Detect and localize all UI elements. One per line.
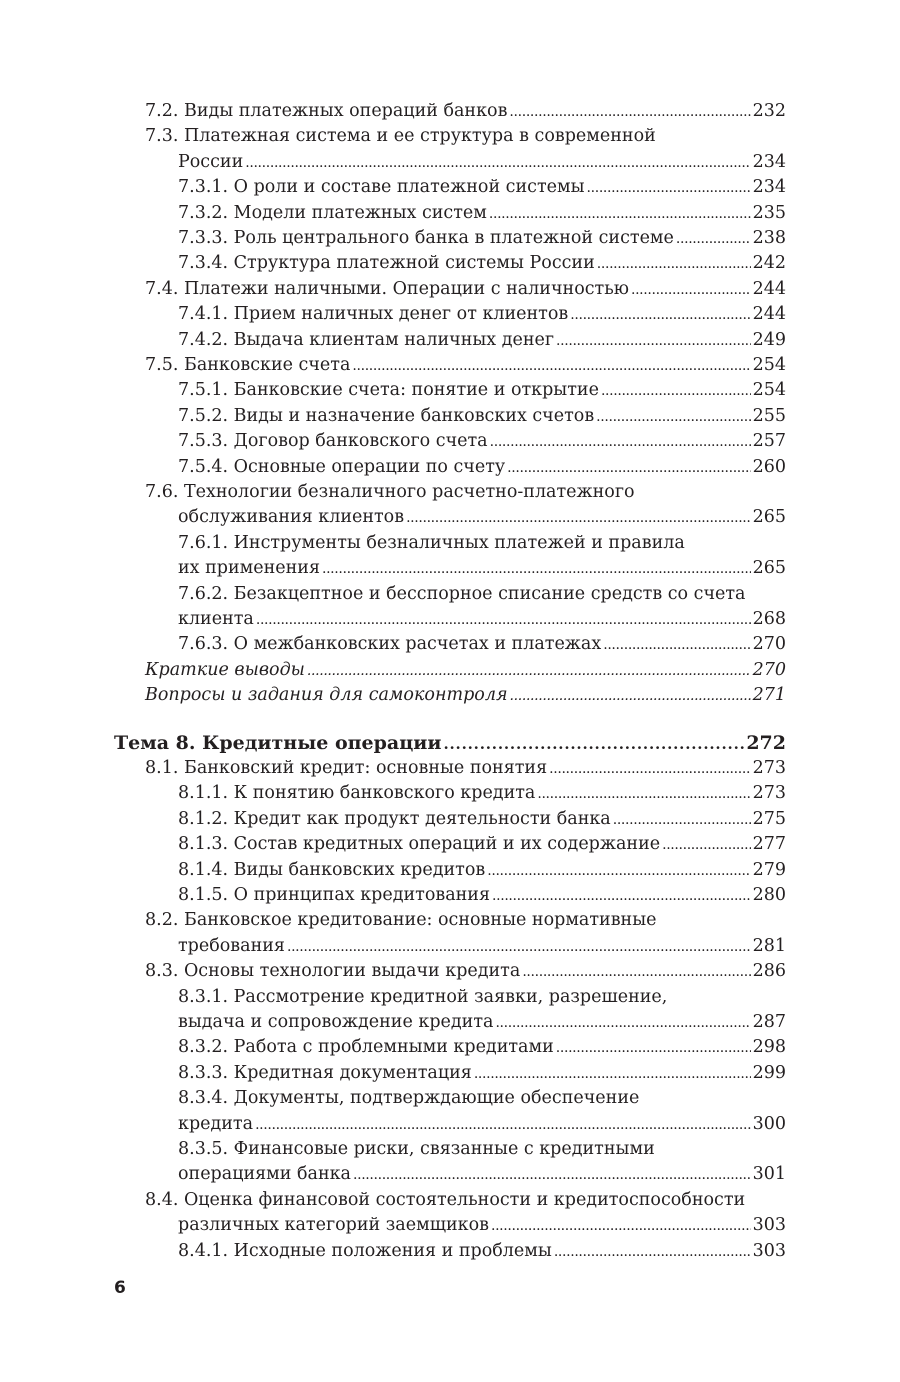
toc-entry-title: различных категорий заемщиков — [178, 1215, 489, 1236]
dot-leader — [522, 958, 750, 985]
toc-entry-title: 7.4.2. Выдача клиентам наличных денег — [178, 329, 555, 350]
dot-leader — [537, 780, 750, 807]
toc-entry-line — [178, 454, 786, 481]
dot-leader — [507, 454, 750, 481]
dot-leader — [613, 806, 751, 833]
toc-entry-title-line1: 7.6. Технологии безналичного расчетно-платежного — [145, 482, 635, 502]
toc-entry-line — [178, 1238, 786, 1265]
dot-leader — [307, 657, 751, 684]
toc-entry-page: 303 — [752, 1240, 786, 1261]
toc-entry-line — [178, 327, 786, 354]
toc-entry-page: 287 — [752, 1011, 786, 1032]
toc-entry-page: 273 — [752, 783, 786, 804]
toc-entry-line — [178, 250, 786, 277]
toc-entry-line — [178, 1212, 786, 1239]
dot-leader — [352, 352, 750, 379]
toc-entry-title: выдача и сопровождение кредита — [178, 1011, 494, 1032]
toc-entry-line — [178, 882, 786, 909]
dot-leader — [603, 631, 750, 658]
toc-entry-line — [178, 857, 786, 884]
toc-entry-page: 232 — [752, 101, 786, 121]
dot-leader — [287, 933, 751, 960]
toc-entry-page: 273 — [752, 758, 786, 778]
dot-leader — [495, 1009, 750, 1036]
toc-entry-title: 8.1.5. О принципах кредитования — [178, 885, 491, 905]
toc-entry-title: 7.2. Виды платежных операций банков — [145, 101, 508, 121]
toc-entry-title: 7.4. Платежи наличными. Операции с наличностью — [145, 278, 629, 299]
dot-leader — [406, 504, 751, 531]
toc-entry-line — [178, 200, 786, 227]
toc-entry-line — [178, 174, 786, 201]
toc-entry-title: клиента — [178, 608, 254, 629]
toc-entry-line — [178, 831, 786, 858]
toc-entry-line — [145, 958, 786, 985]
toc-entry-line — [178, 806, 786, 833]
toc-entry-title: 8.1.4. Виды банковских кредитов — [178, 859, 486, 880]
toc-entry-line — [114, 730, 786, 757]
dot-leader — [587, 174, 751, 201]
toc-entry-line — [178, 428, 786, 455]
toc-entry-line — [178, 1060, 786, 1087]
toc-entry-line — [178, 555, 786, 582]
toc-entry-line — [178, 504, 786, 531]
toc-entry-title-line1: 8.3.5. Финансовые риски, связанные с кредитными — [178, 1139, 655, 1159]
toc-entry-page: 234 — [752, 177, 786, 198]
dot-leader — [474, 1060, 751, 1087]
toc-entry-line — [178, 780, 786, 807]
toc-entry-title: требования — [178, 935, 285, 956]
toc-entry-title: 7.4.1. Прием наличных денег от клиентов — [178, 304, 569, 325]
dot-leader — [256, 606, 751, 633]
toc-entry-page: 271 — [752, 685, 786, 706]
toc-entry-line — [178, 1034, 786, 1061]
toc-entry-title-line1: 7.6.2. Безакцептное и бесспорное списание средств со счета — [178, 583, 746, 604]
toc-entry-line — [145, 682, 786, 709]
toc-entry-title-line1: 8.3.4. Документы, подтверждающие обеспечение — [178, 1088, 640, 1109]
toc-entry-page: 270 — [752, 659, 786, 680]
toc-entry-title: обслуживания клиентов — [178, 507, 405, 528]
toc-entry-page: 260 — [752, 456, 786, 477]
toc-entry-page: 255 — [752, 405, 786, 426]
toc-entry-page: 299 — [752, 1062, 786, 1083]
toc-entry-page: 265 — [752, 558, 786, 579]
toc-entry-page: 286 — [752, 961, 786, 982]
toc-entry-line — [178, 1111, 786, 1138]
toc-entry-title: 8.1.3. Состав кредитных операций и их содержание — [178, 834, 661, 855]
toc-entry-title-line1: 7.6.1. Инструменты безналичных платежей и правила — [178, 532, 685, 553]
toc-entry-page: 301 — [752, 1164, 786, 1185]
toc-entry-title: 7.5.4. Основные операции по счету — [178, 456, 506, 477]
dot-leader — [601, 377, 751, 404]
toc-entry-line — [145, 98, 786, 125]
toc-entry-title: 8.3.2. Работа с проблемными кредитами — [178, 1037, 554, 1058]
toc-entry-title: 7.3.2. Модели платежных систем — [178, 202, 487, 223]
toc-entry-line — [178, 301, 786, 328]
toc-entry-page: 265 — [752, 507, 786, 528]
toc-entry-title-line1: 7.3. Платежная система и ее структура в современной — [145, 126, 656, 147]
toc-entry-page: 277 — [752, 834, 786, 855]
toc-entry-page: 280 — [752, 885, 786, 905]
dot-leader — [443, 730, 744, 757]
toc-entry-page: 244 — [752, 278, 786, 299]
toc-entry-line — [145, 755, 786, 782]
toc-entry-page: 254 — [752, 355, 786, 375]
dot-leader — [676, 225, 751, 252]
toc-entry-title: 7.5. Банковские счета — [145, 355, 351, 375]
toc-entry-page: 254 — [752, 380, 786, 401]
toc-entry-page: 244 — [752, 304, 786, 325]
dot-leader — [570, 301, 750, 328]
toc-entry-title: Краткие выводы — [145, 659, 305, 680]
toc-entry-title: 8.1. Банковский кредит: основные понятия — [145, 758, 548, 778]
toc-entry-title: Тема 8. Кредитные операции — [114, 731, 442, 754]
dot-leader — [255, 1111, 751, 1138]
dot-leader — [556, 327, 751, 354]
toc-entry-page: 235 — [752, 202, 786, 223]
toc-entry-page: 268 — [752, 608, 786, 629]
toc-entry-line — [178, 606, 786, 633]
dot-leader — [245, 149, 750, 176]
toc-entry-title: 7.3.1. О роли и составе платежной системы — [178, 177, 585, 198]
dot-leader — [322, 555, 751, 582]
toc-entry-line — [178, 1161, 786, 1188]
toc-entry-page: 298 — [752, 1037, 786, 1058]
toc-entry-page: 272 — [746, 731, 786, 754]
toc-entry-line — [178, 631, 786, 658]
toc-entry-line — [178, 225, 786, 252]
dot-leader — [597, 250, 751, 277]
toc-entry-title-line1: 8.4. Оценка финансовой состоятельности и кредитоспособности — [145, 1189, 746, 1210]
dot-leader — [487, 857, 750, 884]
toc-entry-line — [178, 149, 786, 176]
dot-leader — [353, 1161, 751, 1188]
toc-entry-title: России — [178, 151, 244, 172]
toc-entry-page: 234 — [752, 151, 786, 172]
toc-entry-title: 7.5.1. Банковские счета: понятие и открытие — [178, 380, 599, 401]
toc-entry-page: 281 — [752, 935, 786, 956]
toc-entry-title: 8.4.1. Исходные положения и проблемы — [178, 1240, 552, 1261]
toc-entry-page: 257 — [752, 431, 786, 452]
toc-entry-page: 279 — [752, 859, 786, 880]
toc-entry-title: 7.3.4. Структура платежной системы России — [178, 253, 595, 274]
dot-leader — [549, 755, 750, 782]
toc-entry-title-line1: 8.3.1. Рассмотрение кредитной заявки, разрешение, — [178, 986, 668, 1007]
dot-leader — [510, 682, 751, 709]
toc-entry-title: 7.5.2. Виды и назначение банковских счетов — [178, 405, 595, 426]
dot-leader — [509, 98, 750, 125]
toc-entry-title: 8.3.3. Кредитная документация — [178, 1062, 472, 1083]
dot-leader — [662, 831, 750, 858]
toc-entry-title-line1: 8.2. Банковское кредитование: основные нормативные — [145, 910, 657, 931]
toc-entry-page: 270 — [752, 634, 786, 655]
toc-entry-page: 303 — [752, 1215, 786, 1236]
toc-entry-title: Вопросы и задания для самоконтроля — [145, 685, 508, 706]
toc-entry-title: 7.5.3. Договор банковского счета — [178, 431, 488, 452]
toc-entry-page: 275 — [752, 808, 786, 829]
toc-entry-title: кредита — [178, 1113, 254, 1134]
toc-entry-title: операциями банка — [178, 1164, 351, 1185]
toc-entry-page: 242 — [752, 253, 786, 274]
toc-entry-line — [145, 276, 786, 303]
dot-leader — [554, 1238, 751, 1265]
page-number: 6 — [114, 1278, 126, 1298]
toc-entry-line — [145, 352, 786, 379]
dot-leader — [556, 1034, 751, 1061]
dot-leader — [490, 428, 751, 455]
toc-entry-title: 7.3.3. Роль центрального банка в платежной системе — [178, 228, 674, 248]
toc-entry-title: 7.6.3. О межбанковских расчетах и платежах — [178, 634, 602, 655]
toc-entry-page: 249 — [752, 329, 786, 350]
toc-entry-title: 8.1.1. К понятию банковского кредита — [178, 783, 536, 804]
toc-entry-line — [178, 933, 786, 960]
dot-leader — [631, 276, 751, 303]
dot-leader — [491, 1212, 751, 1239]
toc-entry-title: 8.3. Основы технологии выдачи кредита — [145, 961, 521, 982]
toc-entry-title: 8.1.2. Кредит как продукт деятельности банка — [178, 808, 611, 829]
dot-leader — [596, 403, 750, 430]
dot-leader — [489, 200, 751, 227]
toc-entry-line — [178, 403, 786, 430]
toc-entry-line — [178, 1009, 786, 1036]
toc-entry-page: 300 — [752, 1113, 786, 1134]
toc-entry-line — [145, 657, 786, 684]
toc-entry-title: их применения — [178, 558, 320, 579]
toc-entry-page: 238 — [752, 228, 786, 248]
dot-leader — [492, 882, 751, 909]
toc-entry-line — [178, 377, 786, 404]
